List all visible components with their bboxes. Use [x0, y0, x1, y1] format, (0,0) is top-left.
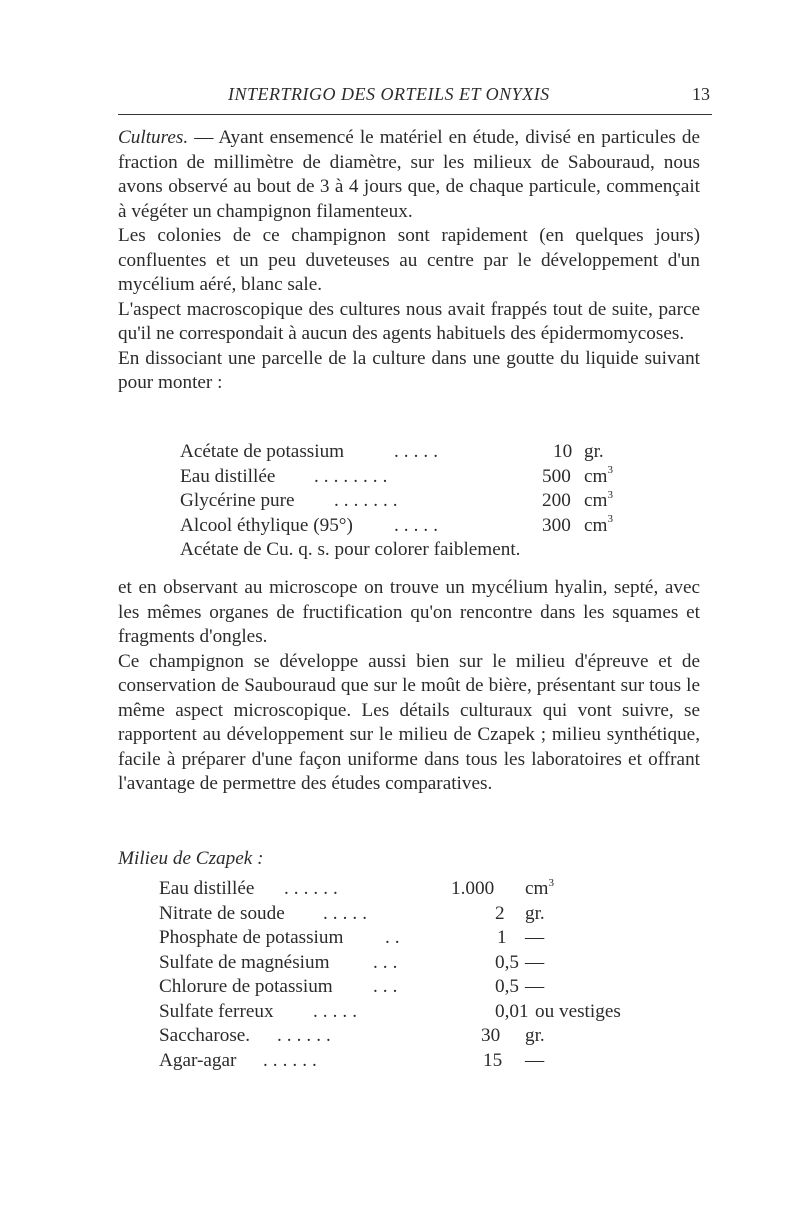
recipe-row [159, 926, 679, 951]
ingredient-name: Sulfate ferreux [159, 1000, 274, 1022]
ingredient-quantity: 300 [542, 514, 571, 536]
ingredient-name: Agar-agar [159, 1049, 237, 1071]
ingredient-quantity: 1 [497, 927, 507, 948]
ingredient-name: Acétate de potassium [180, 441, 345, 462]
ingredient-quantity: 30 [481, 1025, 501, 1046]
paragraph-lead-cultures: Cultures. [118, 127, 189, 148]
leader-dots: ... [373, 976, 403, 997]
ingredient-name: Phosphate de potassium [159, 927, 344, 948]
recipe-row [159, 1024, 679, 1049]
ingredient-unit: — [525, 927, 545, 948]
main-text-block-2 [118, 576, 700, 797]
main-text-block [118, 126, 700, 396]
ingredient-unit: — [525, 976, 545, 997]
paragraph-dissociant: En dissociant une parcelle de la culture dans une goutte du liquide suivant pour monter : [118, 347, 700, 393]
ingredient-unit: gr. [525, 902, 545, 924]
paragraph-cultures-text: — Ayant ensemencé le matériel en étude, divisé en particules de fraction de millimètre de diamètre, sur les milieux de Sabouraud, nous avons observé au bout de 3 à 4 jours que, de chaque particule, commençait à végéter un champignon filamenteux. [118, 127, 700, 222]
ingredient-name: Saccharose. [159, 1025, 251, 1046]
ingredient-quantity: 15 [483, 1049, 503, 1071]
paragraph-aspect: L'aspect macroscopique des cultures nous avait frappés tout de suite, parce qu'il ne correspondait à aucun des agents habituels des épidermomycoses. [118, 298, 700, 344]
ingredient-quantity: 1.000 [451, 878, 495, 899]
ingredient-unit: $cm^3$ [584, 513, 613, 536]
recipe-row [180, 514, 650, 539]
leader-dots: ...... [277, 1025, 336, 1046]
paragraph-developpe: Ce champignon se développe aussi bien sur le milieu d'épreuve et de conservation de Saubouraud que sur le moût de bière, présentant sur tous le même aspect microscopique. Les détails culturaux qui vont suivre, se rapportent au développement sur le milieu de Czapek ; milieu synthétique, facile à préparer d'une façon uniforme dans tous les laboratoires et offrant l'avantage de permettre des études comparatives. [118, 650, 700, 794]
leader-dots: .. [385, 927, 405, 948]
leader-dots: ..... [394, 514, 443, 536]
liquid-recipe [180, 440, 650, 563]
recipe-note: Acétate de Cu. q. s. pour colorer faiblement. [180, 539, 521, 560]
leader-dots: ..... [323, 902, 372, 924]
ingredient-unit: gr. [584, 441, 604, 462]
ingredient-name: Glycérine pure [180, 490, 295, 511]
ingredient-quantity: 0,01 [495, 1000, 529, 1022]
paragraph-observant: et en observant au microscope on trouve un mycélium hyalin, septé, avec les mêmes organes de fructification qu'on rencontre dans les squames et fragments d'ongles. [118, 577, 700, 647]
ingredient-unit: ou vestiges [535, 1000, 621, 1022]
leader-dots: ........ [314, 465, 393, 487]
recipe-row [180, 440, 650, 465]
page-number: 13 [692, 84, 710, 104]
recipe-row [159, 877, 679, 902]
running-header [118, 84, 712, 115]
ingredient-name: Alcool éthylique (95°) [180, 514, 353, 536]
leader-dots: ..... [313, 1000, 362, 1022]
recipe-row [180, 489, 650, 514]
ingredient-unit: $cm^3$ [525, 876, 554, 899]
recipe-row [180, 538, 650, 563]
czapek-recipe [159, 877, 679, 1073]
recipe-row [159, 1049, 679, 1074]
ingredient-unit: — [525, 1049, 545, 1071]
ingredient-quantity: 500 [542, 465, 571, 487]
recipe-row [180, 465, 650, 490]
leader-dots: ...... [263, 1049, 322, 1071]
milieu-title: Milieu de Czapek : [118, 848, 264, 869]
ingredient-unit: $cm^3$ [584, 464, 613, 487]
recipe-row [159, 951, 679, 976]
running-title: INTERTRIGO DES ORTEILS ET ONYXIS [228, 84, 550, 104]
ingredient-quantity: 0,5 [495, 951, 519, 973]
leader-dots: ..... [394, 441, 443, 462]
ingredient-unit: $cm^3$ [584, 488, 613, 511]
ingredient-name: Eau distillée [180, 465, 276, 487]
leader-dots: ....... [334, 490, 403, 511]
recipe-row [159, 1000, 679, 1025]
ingredient-quantity: 2 [495, 902, 505, 924]
recipe-row [159, 902, 679, 927]
ingredient-name: Chlorure de potassium [159, 976, 333, 997]
ingredient-name: Sulfate de magnésium [159, 951, 330, 973]
ingredient-quantity: 10 [553, 441, 573, 462]
ingredient-unit: gr. [525, 1025, 545, 1046]
leader-dots: ...... [284, 878, 343, 899]
ingredient-quantity: 0,5 [495, 976, 519, 997]
leader-dots: ... [373, 951, 403, 973]
ingredient-name: Nitrate de soude [159, 902, 285, 924]
recipe-row [159, 975, 679, 1000]
ingredient-quantity: 200 [542, 490, 571, 511]
paragraph-cultures [118, 126, 700, 224]
ingredient-unit: — [525, 951, 545, 973]
ingredient-name: Eau distillée [159, 878, 255, 899]
paragraph-colonies: Les colonies de ce champignon sont rapidement (en quelques jours) confluentes et un peu duveteuses au centre par le développement d'un mycélium aéré, blanc sale. [118, 225, 700, 295]
